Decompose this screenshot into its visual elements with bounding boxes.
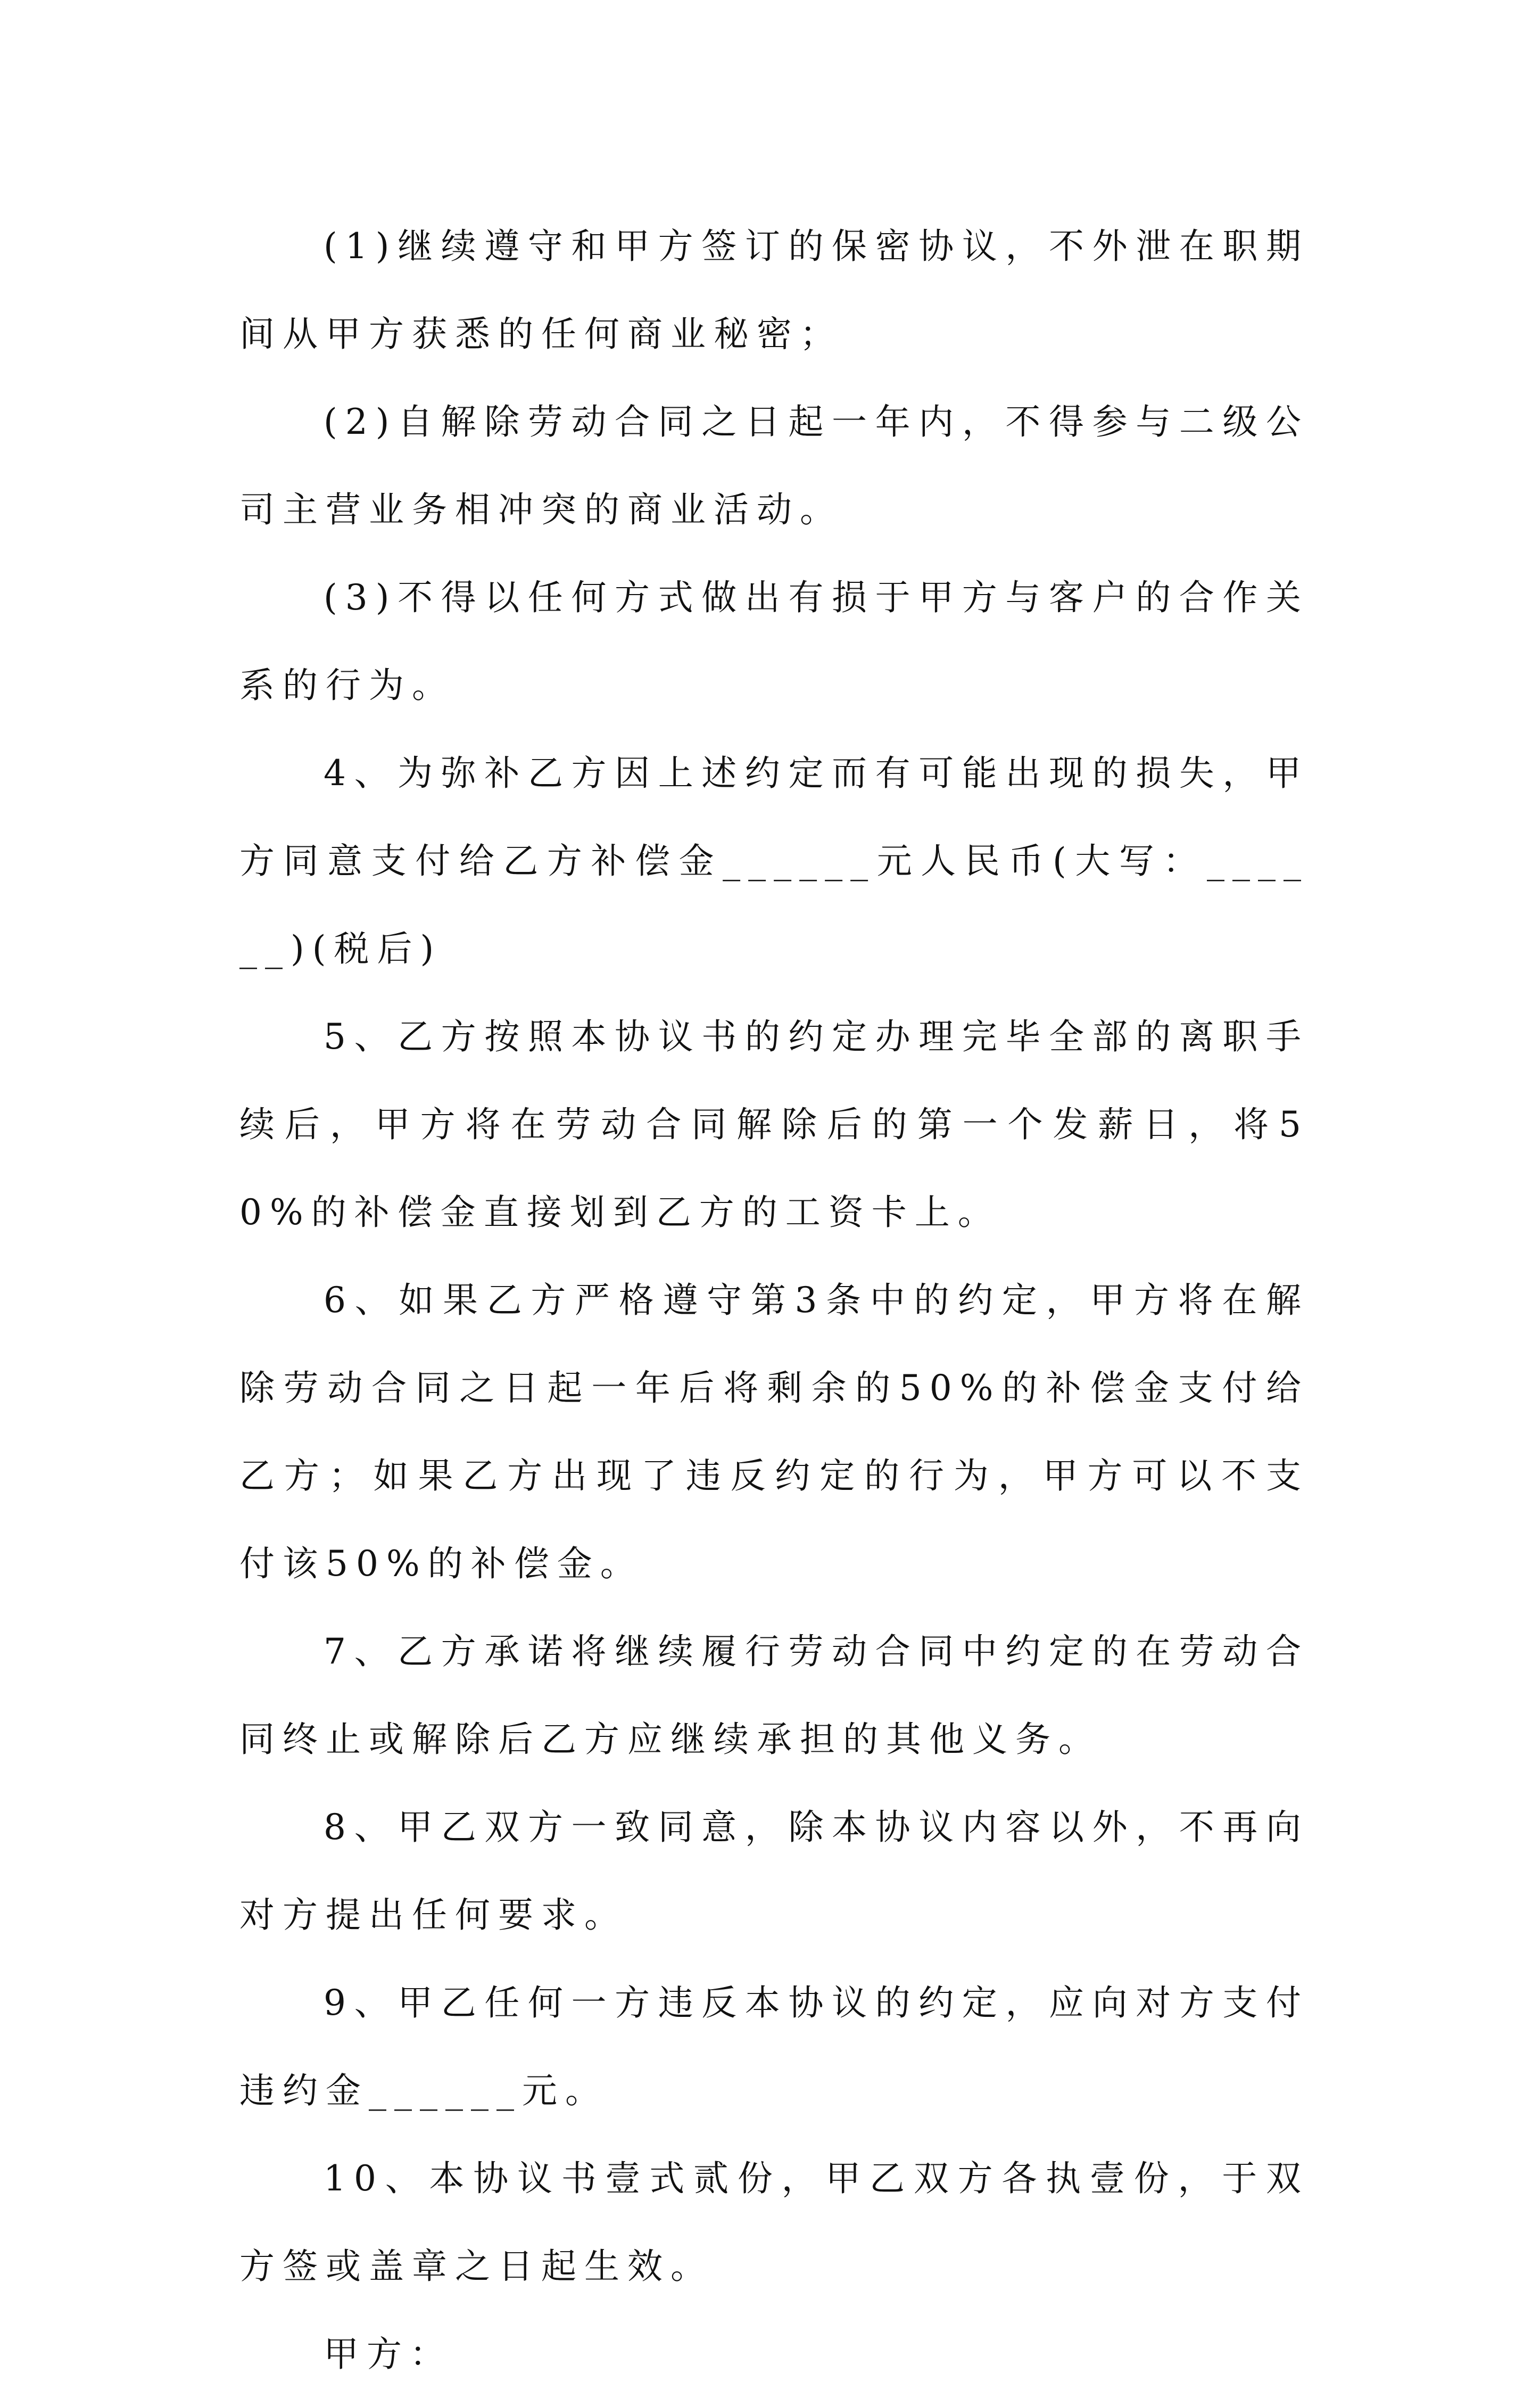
clause-8-no-further-claims: 8、甲乙双方一致同意，除本协议内容以外，不再向对方提出任何要求。 (239, 1807, 1309, 1935)
clause-3-client-relations: (3)不得以任何方式做出有损于甲方与客户的合作关系的行为。 (239, 577, 1309, 706)
signature-party-a: 甲方： (324, 2334, 453, 2375)
clause-5-first-payment: 5、乙方按照本协议书的约定办理完毕全部的离职手续后，甲方将在劳动合同解除后的第一个发薪日，将50%的补偿金直接划到乙方的工资卡上。 (239, 1016, 1309, 1233)
clause-6-remaining-payment: 6、如果乙方严格遵守第3条中的约定，甲方将在解除劳动合同之日起一年后将剩余的50%的补偿金支付给乙方；如果乙方出现了违反约定的行为，甲方可以不支付该50%的补偿金。 (239, 1280, 1309, 1584)
clause-4-compensation: 4、为弥补乙方因上述约定而有可能出现的损失，甲方同意支付给乙方补偿金______元人民币(大写：______)(税后) (239, 753, 1309, 969)
clause-7-other-obligations: 7、乙方承诺将继续履行劳动合同中约定的在劳动合同终止或解除后乙方应继续承担的其他义务。 (239, 1631, 1309, 1760)
clause-10-effectiveness: 10、本协议书壹式贰份，甲乙双方各执壹份，于双方签或盖章之日起生效。 (239, 2158, 1309, 2287)
clause-2-non-compete: (2)自解除劳动合同之日起一年内，不得参与二级公司主营业务相冲突的商业活动。 (239, 401, 1309, 530)
clause-9-penalty: 9、甲乙任何一方违反本协议的约定，应向对方支付违约金______元。 (239, 1982, 1309, 2111)
document-page (239, 202, 1309, 2398)
clause-1-confidentiality: (1)继续遵守和甲方签订的保密协议，不外泄在职期间从甲方获悉的任何商业秘密； (239, 226, 1309, 355)
